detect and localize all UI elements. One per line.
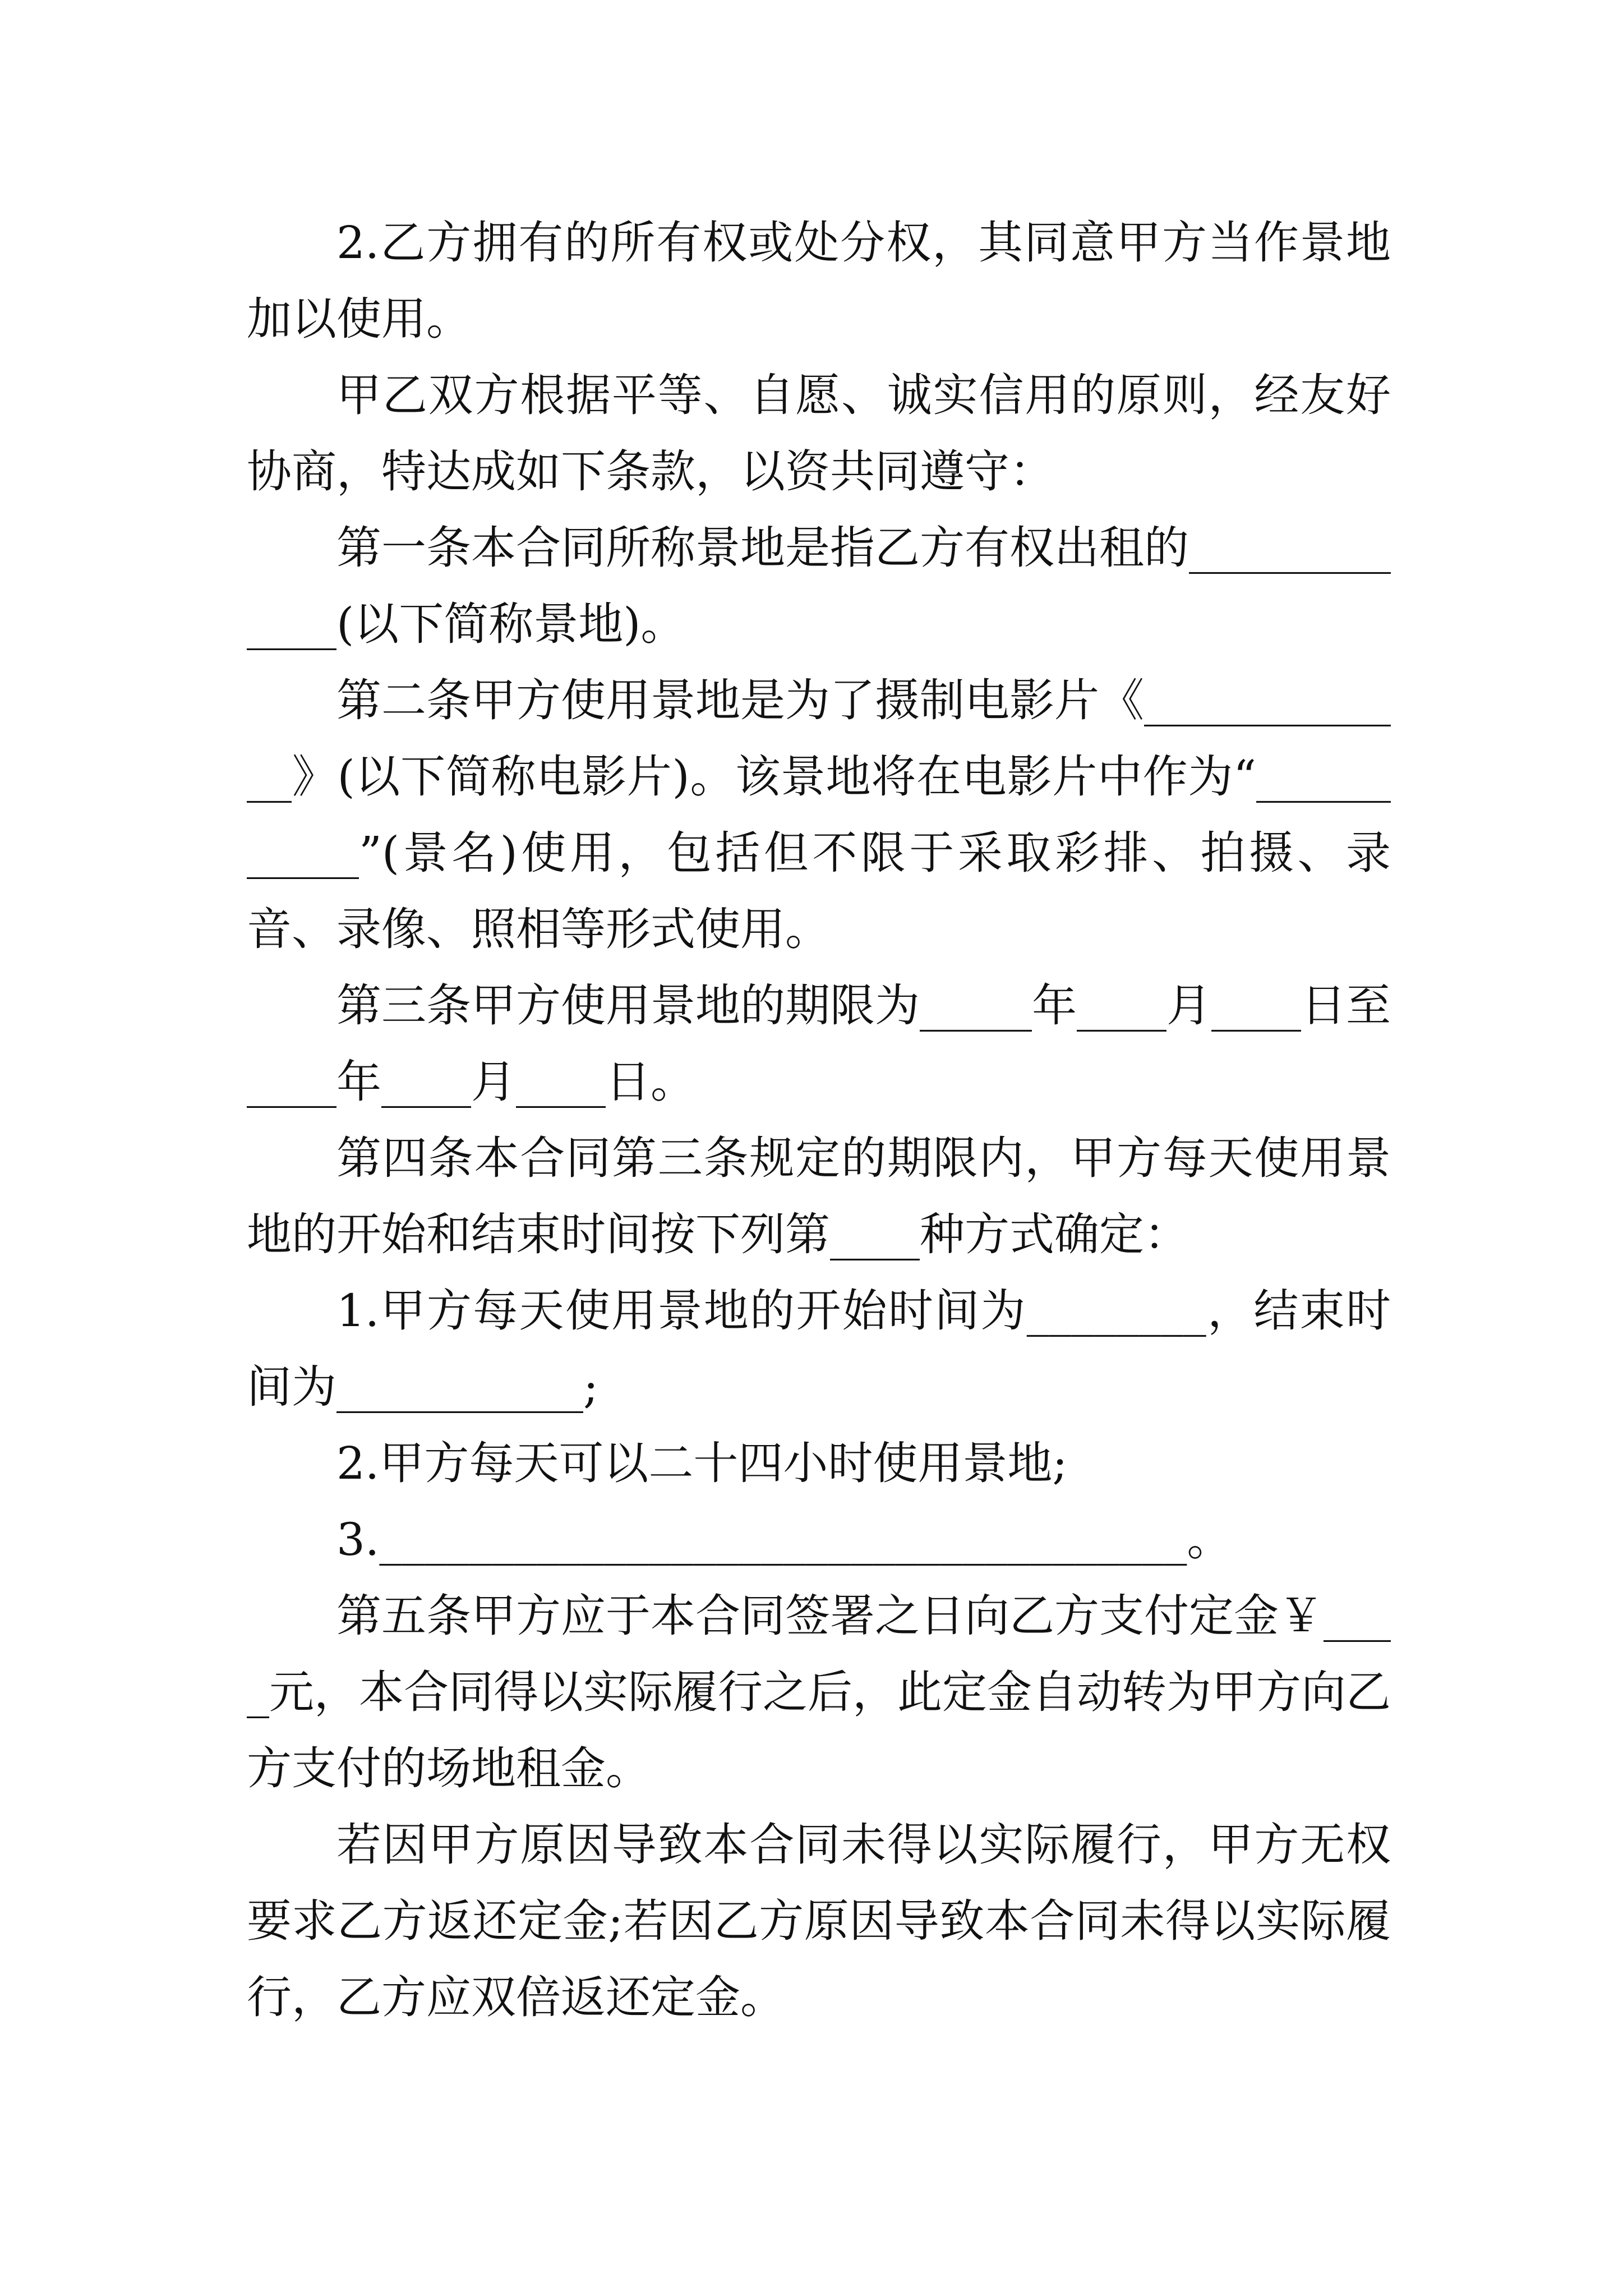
paragraph-article-1: 第一条本合同所称景地是指乙方有权出租的_____________(以下简称景地)。 — [247, 522, 1391, 650]
paragraph-option-3: 3.____________________________________。 — [336, 1513, 1232, 1566]
paragraph-option-2: 2.甲方每天可以二十四小时使用景地; — [336, 1437, 1068, 1489]
document-page — [247, 205, 1391, 2036]
paragraph-article-3: 第三条甲方使用景地的期限为_____年____月____日至____年____月____日。 — [247, 979, 1391, 1108]
paragraph-article-4: 第四条本合同第三条规定的期限内，甲方每天使用景地的开始和结束时间按下列第____种方式确定： — [247, 1132, 1391, 1260]
paragraph-article-5: 第五条甲方应于本合同签署之日向乙方支付定金￥____元，本合同得以实际履行之后，此定金自动转为甲方向乙方支付的场地租金。 — [247, 1590, 1391, 1795]
paragraph-ownership: 2.乙方拥有的所有权或处分权，其同意甲方当作景地加以使用。 — [247, 217, 1391, 345]
paragraph-deposit-terms: 若因甲方原因导致本合同未得以实际履行，甲方无权要求乙方返还定金;若因乙方原因导致本合同未得以实际履行，乙方应双倍返还定金。 — [247, 1819, 1391, 2023]
paragraph-article-2: 第二条甲方使用景地是为了摄制电影片《_____________》(以下简称电影片)。该景地将在电影片中作为“___________”(景名)使用，包括但不限于采取彩排、拍摄、录音、录像、照相等形式使用。 — [247, 674, 1391, 955]
paragraph-preamble: 甲乙双方根据平等、自愿、诚实信用的原则，经友好协商，特达成如下条款，以资共同遵守： — [247, 369, 1391, 498]
paragraph-option-1: 1.甲方每天使用景地的开始时间为________，结束时间为___________; — [247, 1285, 1391, 1413]
